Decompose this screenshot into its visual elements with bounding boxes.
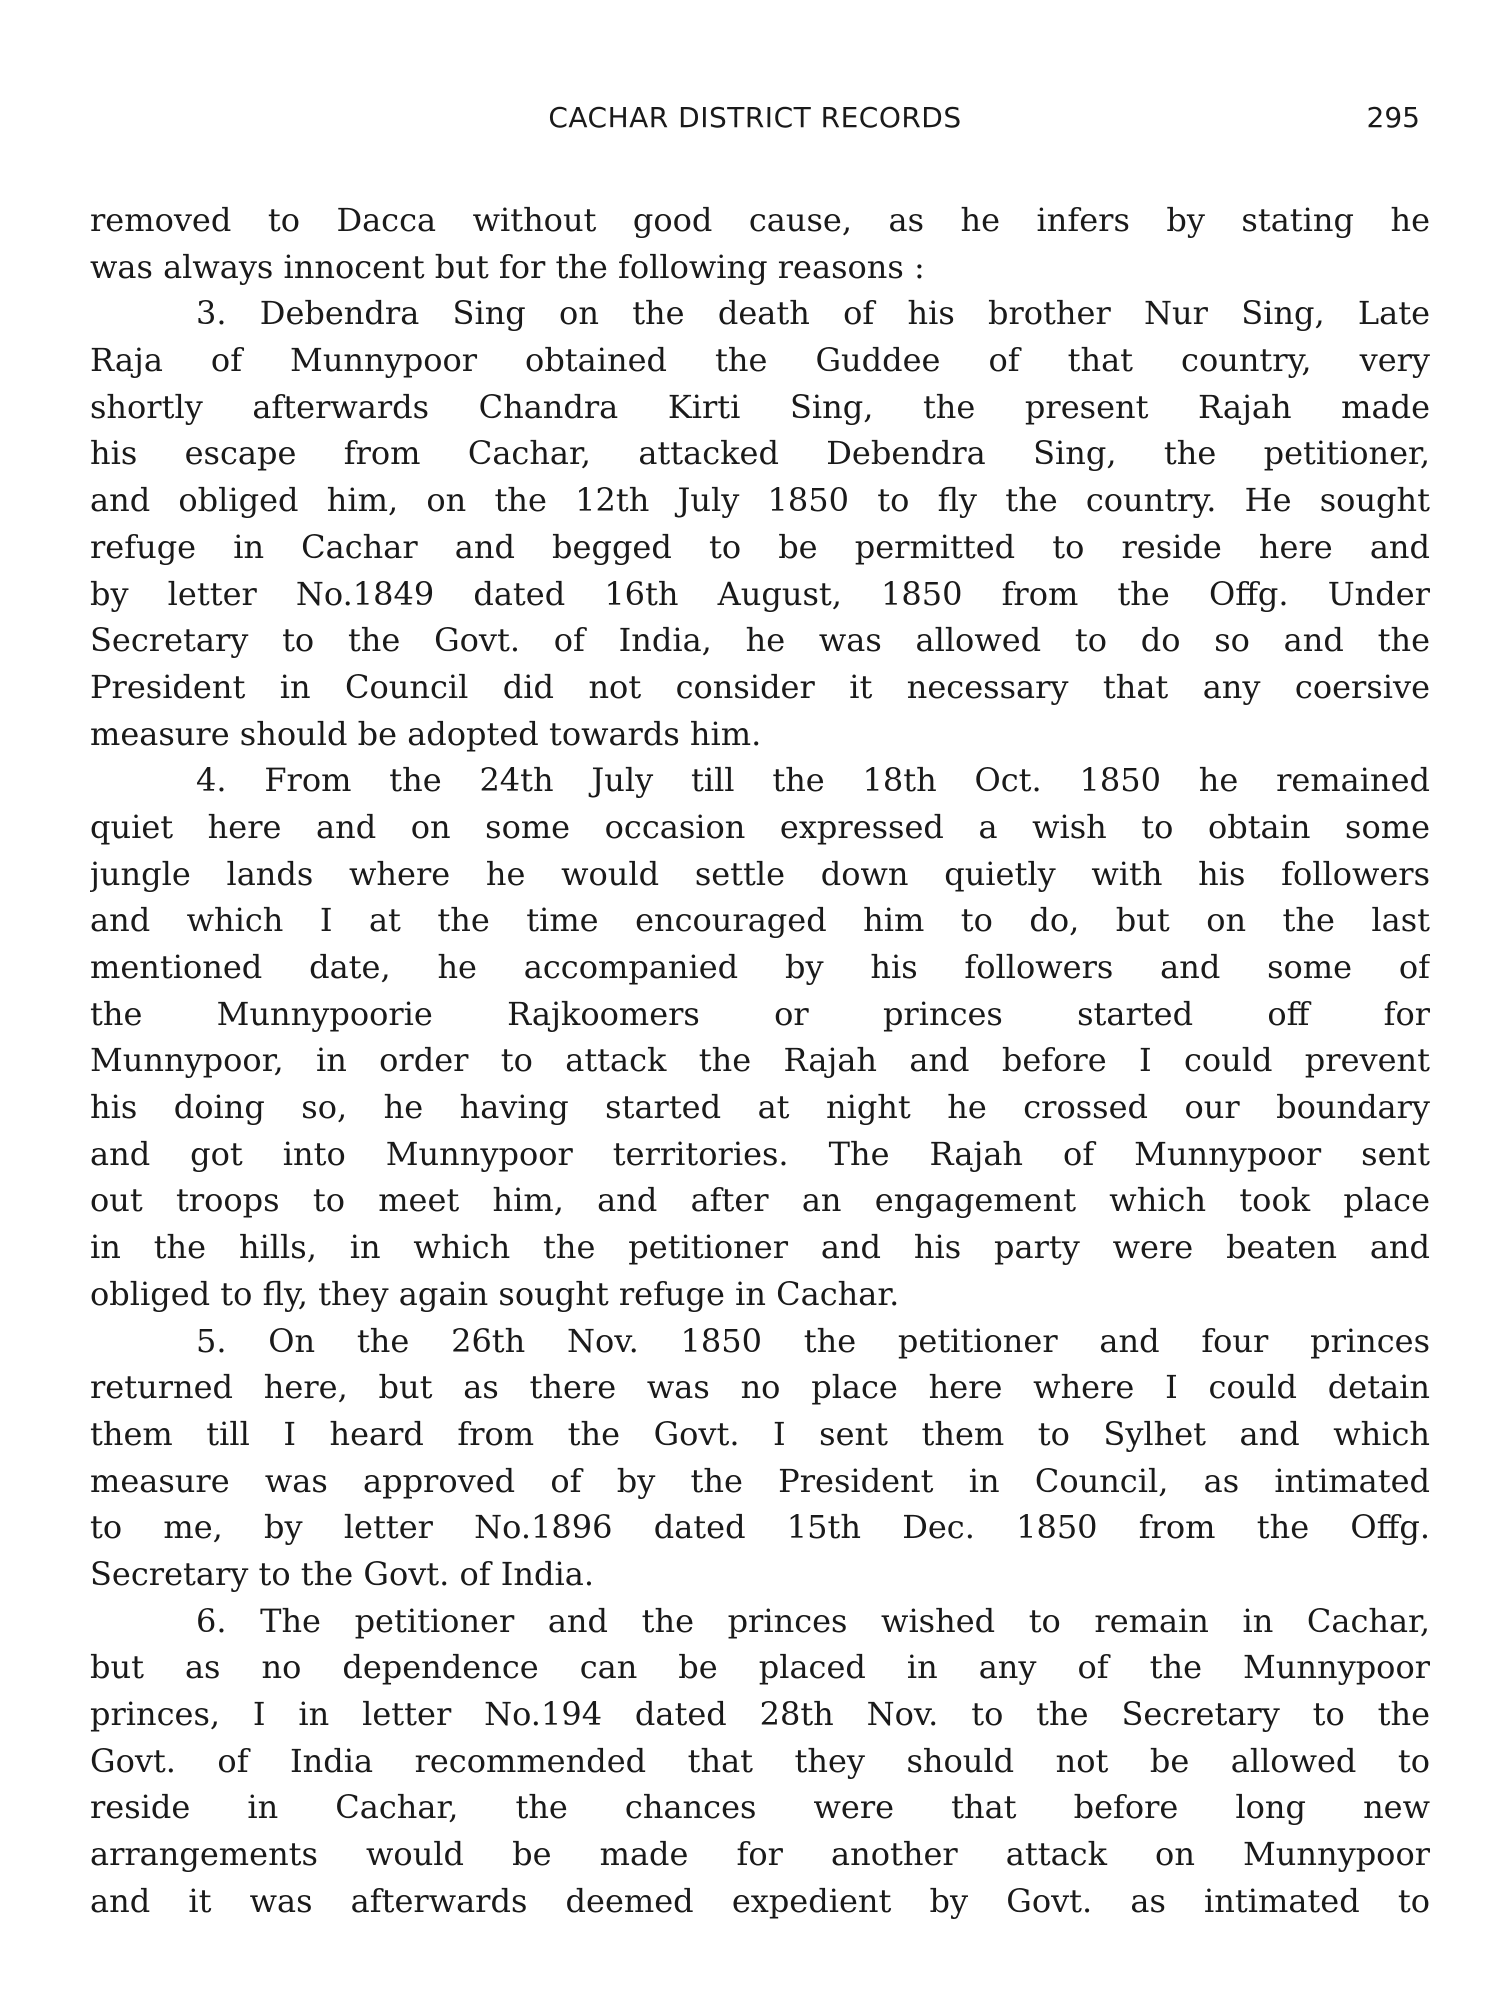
text-line: by letter No.1849 dated 16th August, 1850 from the Offg. Under [90,574,1430,613]
text-line: measure was approved of by the President in Council, as intimated [90,1461,1430,1500]
text-line: President in Council did not consider it necessary that any coersive [90,667,1430,706]
text-line: 3. Debendra Sing on the death of his brother Nur Sing, Late [196,294,1430,333]
text-line: the Munnypoorie Rajkoomers or princes started off for [90,994,1430,1033]
text-line: shortly afterwards Chandra Kirti Sing, the present Rajah made [90,387,1430,426]
text-line: removed to Dacca without good cause, as he infers by stating he [90,201,1430,239]
text-line: returned here, but as there was no place here where I could detain [90,1368,1430,1407]
text-line: and it was afterwards deemed expedient by Govt. as intimated to [90,1881,1430,1920]
text-line: his doing so, he having started at night he crossed our boundary [90,1088,1430,1127]
text-line: his escape from Cachar, attacked Debendra Sing, the petitioner, [90,434,1430,473]
text-line: 4. From the 24th July till the 18th Oct. 1850 he remained [196,761,1430,800]
text-line: measure should be adopted towards him. [90,714,762,753]
text-line: but as no dependence can be placed in any of the Munnypoor [90,1648,1430,1687]
text-line: to me, by letter No.1896 dated 15th Dec. 1850 from the Offg. [90,1508,1430,1547]
text-line: reside in Cachar, the chances were that before long new [90,1788,1430,1827]
running-title: CACHAR DISTRICT RECORDS [548,101,962,134]
running-head [90,98,1420,138]
text-line: Munnypoor, in order to attack the Rajah and before I could prevent [90,1041,1430,1080]
text-line: Govt. of India recommended that they should not be allowed to [90,1741,1430,1780]
text-line: Secretary to the Govt. of India. [90,1554,594,1593]
text-line: Secretary to the Govt. of India, he was allowed to do so and the [90,621,1430,660]
text-line: in the hills, in which the petitioner and his party were beaten and [90,1228,1430,1267]
text-line: arrangements would be made for another attack on Munnypoor [90,1835,1430,1874]
text-line: quiet here and on some occasion expressed a wish to obtain some [90,807,1430,846]
text-line: princes, I in letter No.194 dated 28th Nov. to the Secretary to the [90,1695,1430,1733]
text-line: was always innocent but for the following reasons : [90,247,925,286]
text-line: them till I heard from the Govt. I sent them to Sylhet and which [90,1414,1430,1453]
text-line: and got into Munnypoor territories. The Rajah of Munnypoor sent [90,1134,1430,1173]
text-line: 6. The petitioner and the princes wished to remain in Cachar, [196,1601,1430,1640]
text-line: obliged to fly, they again sought refuge in Cachar. [90,1274,900,1313]
text-line: Raja of Munnypoor obtained the Guddee of that country, very [90,341,1430,380]
text-line: jungle lands where he would settle down quietly with his followers [90,854,1430,893]
text-line: and obliged him, on the 12th July 1850 to fly the country. He sought [90,481,1430,520]
text-line: refuge in Cachar and begged to be permitted to reside here and [90,527,1430,566]
text-line: 5. On the 26th Nov. 1850 the petitioner and four princes [196,1321,1430,1360]
text-line: mentioned date, he accompanied by his followers and some of [90,948,1430,986]
text-line: out troops to meet him, and after an engagement which took place [90,1181,1430,1220]
body-text [90,197,1430,1924]
page-number: 295 [1366,101,1420,134]
text-line: and which I at the time encouraged him to do, but on the last [90,901,1430,940]
